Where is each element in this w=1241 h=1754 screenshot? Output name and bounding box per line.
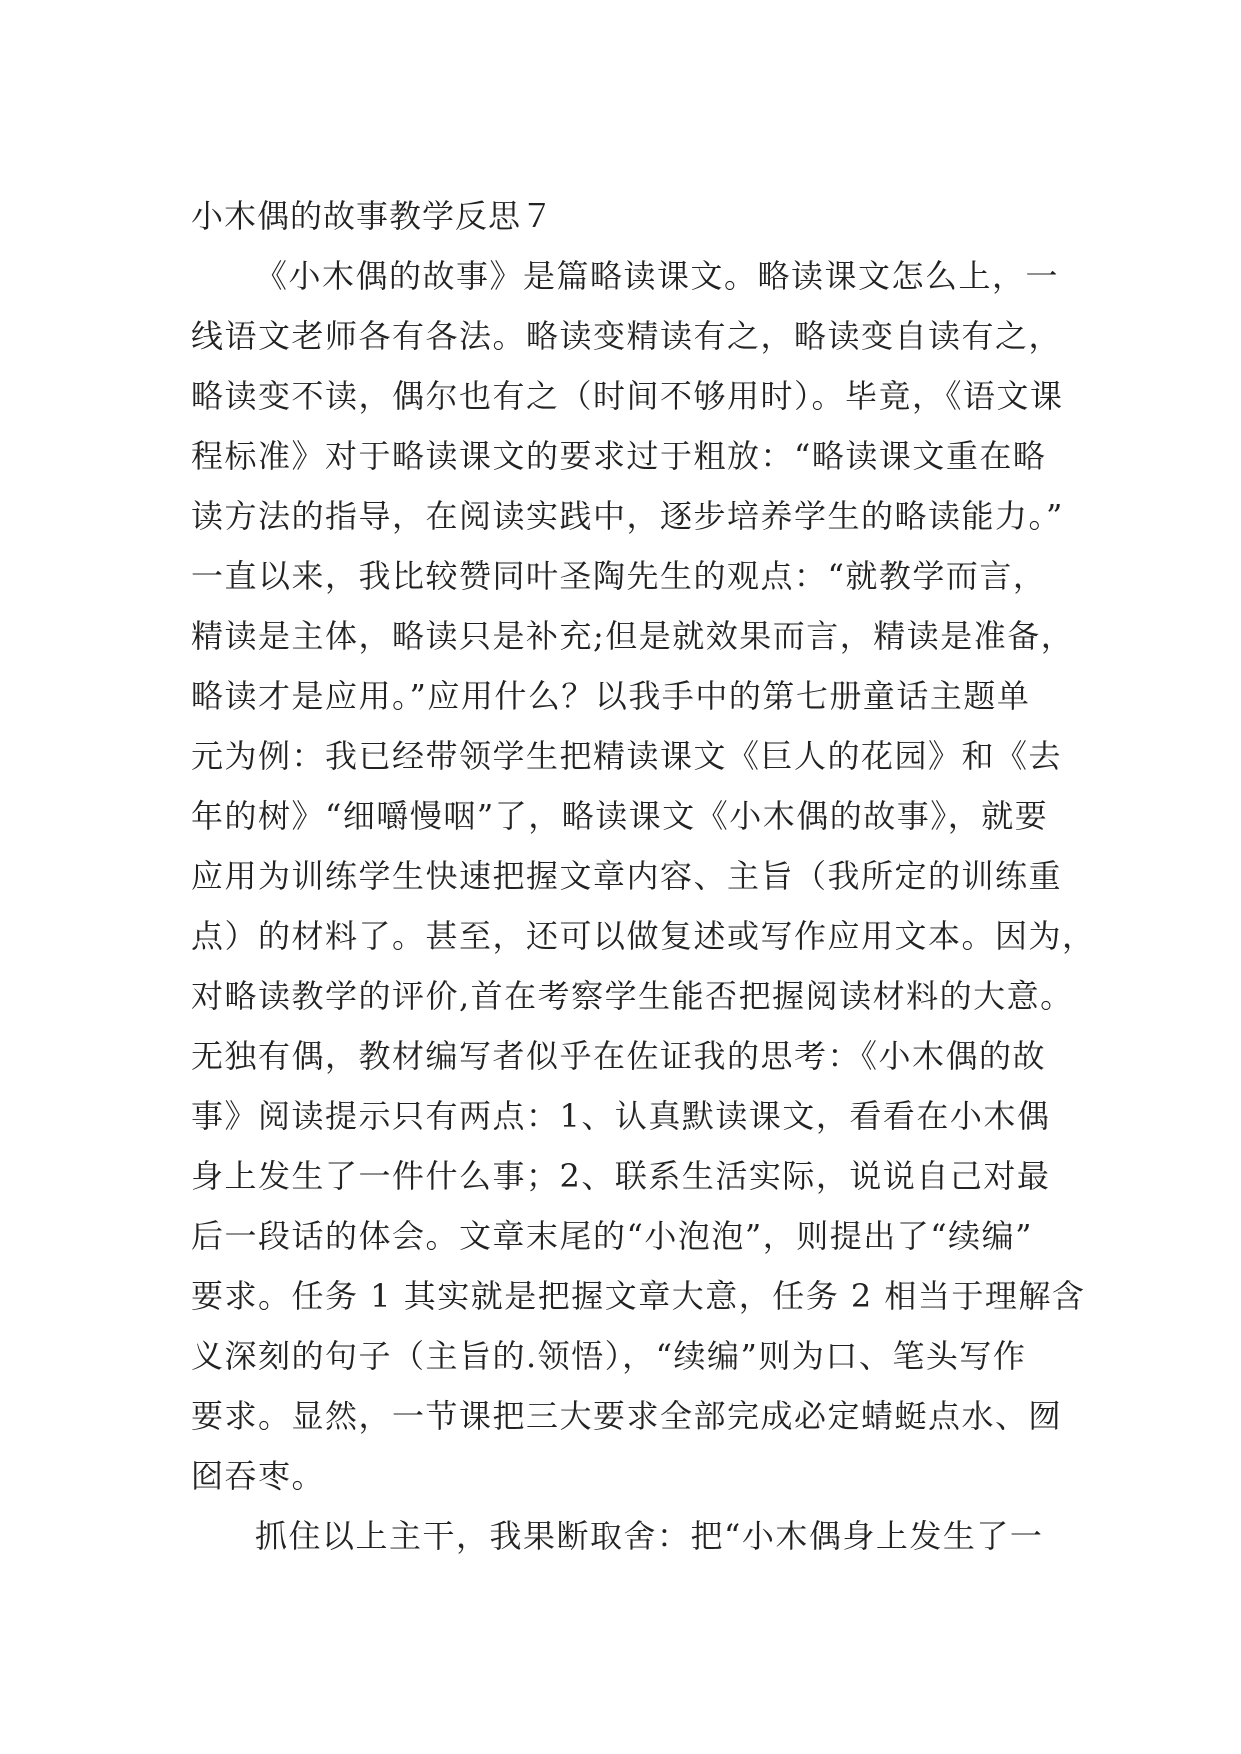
text-line: 略读变不读，偶尔也有之（时间不够用时）。毕竟，《语文课 xyxy=(191,377,1064,415)
text-line: 精读是主体，略读只是补充;但是就效果而言，精读是准备， xyxy=(191,617,1075,655)
text-line: 程标准》对于略读课文的要求过于粗放：“略读课文重在略 xyxy=(191,437,1047,475)
text-line: 年的树》“细嚼慢咽”了，略读课文《小木偶的故事》，就要 xyxy=(191,797,1049,835)
text-line: 身上发生了一件什么事；2、联系生活实际，说说自己对最 xyxy=(191,1157,1051,1195)
text-line: 略读才是应用。”应用什么？以我手中的第七册童话主题单 xyxy=(191,677,1031,715)
document-page xyxy=(191,186,1096,1566)
text-line: 事》阅读提示只有两点：1、认真默读课文，看看在小木偶 xyxy=(191,1097,1051,1135)
text-line: 元为例：我已经带领学生把精读课文《巨人的花园》和《去 xyxy=(191,737,1063,775)
text-line: 对略读教学的评价,首在考察学生能否把握阅读材料的大意。 xyxy=(191,977,1074,1015)
text-line: 无独有偶，教材编写者似乎在佐证我的思考：《小木偶的故 xyxy=(191,1037,1047,1075)
text-line: 《小木偶的故事》是篇略读课文。略读课文怎么上，一 xyxy=(255,257,1060,295)
text-line: 点）的材料了。甚至，还可以做复述或写作应用文本。因为， xyxy=(191,917,1096,955)
text-line: 线语文老师各有各法。略读变精读有之，略读变自读有之， xyxy=(191,317,1063,355)
text-line: 囵吞枣。 xyxy=(191,1457,326,1495)
text-line: 后一段话的体会。文章末尾的“小泡泡”，则提出了“续编” xyxy=(191,1217,1033,1255)
paragraph-2 xyxy=(191,1506,1053,1566)
text-line: 义深刻的句子（主旨的.领悟），“续编”则为口、笔头写作 xyxy=(191,1337,1027,1375)
text-line: 抓住以上主干，我果断取舍：把“小木偶身上发生了一 xyxy=(255,1517,1044,1555)
text-line: 要求。任务 1 其实就是把握文章大意，任务 2 相当于理解含 xyxy=(191,1277,1086,1315)
text-line: 要求。显然，一节课把三大要求全部完成必定蜻蜓点水、囫 xyxy=(191,1397,1063,1435)
text-line: 应用为训练学生快速把握文章内容、主旨（我所定的训练重 xyxy=(191,857,1063,895)
text-line: 读方法的指导，在阅读实践中，逐步培养学生的略读能力。” xyxy=(191,497,1064,535)
text-line: 一直以来，我比较赞同叶圣陶先生的观点：“就教学而言， xyxy=(191,557,1047,595)
document-title: 小木偶的故事教学反思７ xyxy=(191,197,555,235)
paragraph-1 xyxy=(191,246,1096,1506)
